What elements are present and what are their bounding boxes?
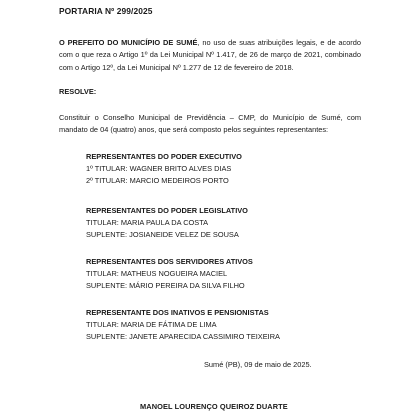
member-line: SUPLENTE: JANETE APARECIDA CASSIMIRO TEIXEIRA [86,332,280,341]
document-date: Sumé (PB), 09 de maio de 2025. [204,360,312,369]
member-line: SUPLENTE: JOSIANEIDE VELEZ DE SOUSA [86,230,239,239]
group-executive [86,151,366,187]
member-line: TITULAR: MARIA PAULA DA COSTA [86,218,209,227]
member-line: SUPLENTE: MÁRIO PEREIRA DA SILVA FILHO [86,281,245,290]
signature-name: MANOEL LOURENÇO QUEIROZ DUARTE [140,402,288,411]
member-line: TITULAR: MATHEUS NOGUEIRA MACIEL [86,269,228,278]
document-title: PORTARIA Nº 299/2025 [59,6,153,16]
intro-text: , no uso de suas atribuições legais, e de acordo com o que reza o Artigo 1º da Lei Municipal Nº 1.417, de 26 de março de 2021, combinado com o Artigo 12º, da Lei Municipal Nº 1.277 de 12 de fevereiro de 2018. [59,38,361,72]
body-paragraph [59,112,361,137]
member-line: 2º TITULAR: MARCIO MEDEIROS PORTO [86,176,229,185]
group-heading: REPRESENTANTE DOS INATIVOS E PENSIONISTAS [86,308,269,317]
intro-authority: O PREFEITO DO MUNICÍPIO DE SUMÉ [59,38,198,47]
member-line: TITULAR: MARIA DE FÁTIMA DE LIMA [86,320,217,329]
resolve-heading: RESOLVE: [59,87,97,96]
group-retirees [86,307,366,343]
group-legislative [86,205,366,241]
group-active-servants [86,256,366,292]
intro-paragraph [59,37,361,74]
group-heading: REPRESENTANTES DO PODER LEGISLATIVO [86,206,248,215]
member-line: 1º TITULAR: WAGNER BRITO ALVES DIAS [86,164,232,173]
group-heading: REPRESENTANTES DO PODER EXECUTIVO [86,152,242,161]
group-heading: REPRESENTANTES DOS SERVIDORES ATIVOS [86,257,253,266]
body-text: Constituir o Conselho Municipal de Previdência – CMP, do Município de Sumé, com mandato de 04 (quatro) anos, que será composto pelos seguintes representantes: [59,113,361,135]
